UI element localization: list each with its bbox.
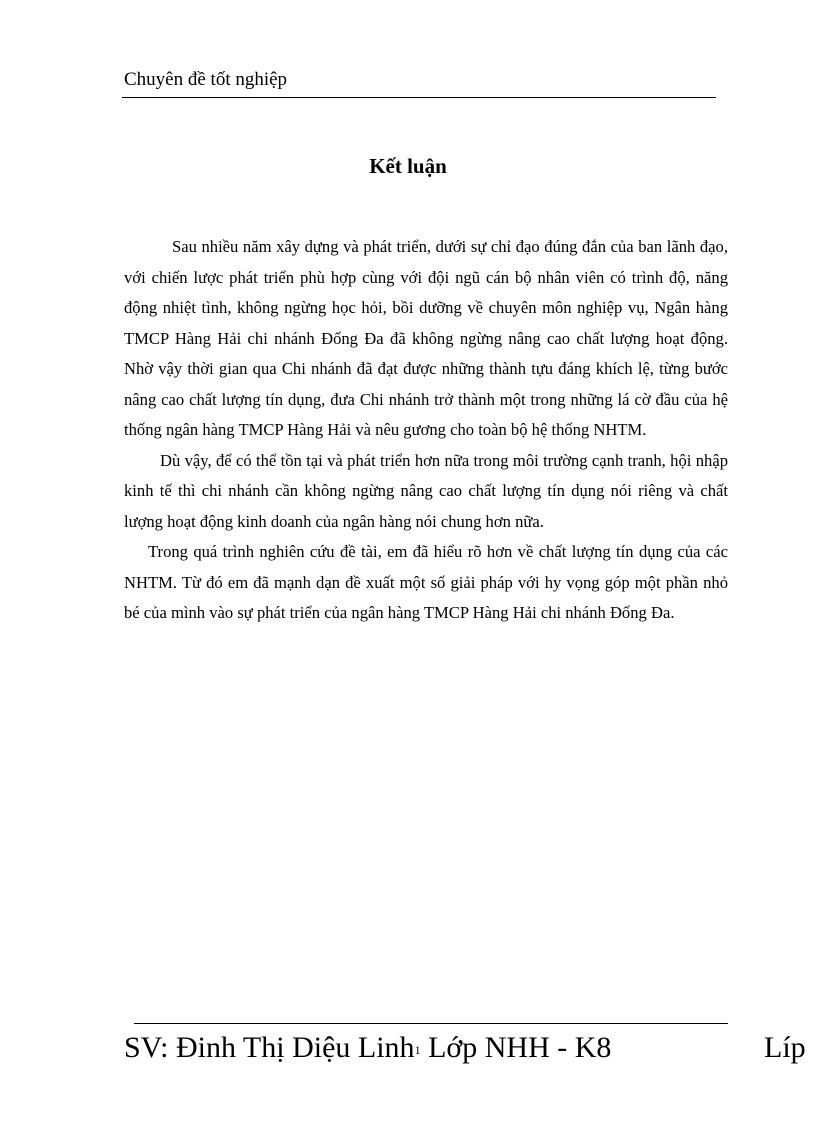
- running-header: Chuyên đề tốt nghiệp: [124, 69, 288, 90]
- page-number: 1: [414, 1043, 421, 1057]
- footer-class: Lớp NHH - K8: [428, 1031, 612, 1064]
- page-title: Kết luận: [369, 154, 447, 178]
- header-divider: [122, 97, 716, 98]
- footer-student-info: [124, 1028, 611, 1068]
- document-body: [124, 232, 728, 629]
- footer-right-text: Líp: [764, 1031, 806, 1064]
- paragraph-3: Trong quá trình nghiên cứu đề tài, em đã hiểu rõ hơn về chất lượng tín dụng của các NHTM. Từ đó em đã mạnh dạn đề xuất một số giải pháp với hy vọng góp một phần nhỏ bé của mình vào sự phát triển của ngân hàng TMCP Hàng Hải chi nhánh Đống Đa.: [124, 542, 728, 622]
- footer-divider: [134, 1023, 728, 1024]
- footer-student-name: SV: Đinh Thị Diệu Linh: [124, 1031, 415, 1064]
- paragraph-1: Sau nhiều năm xây dựng và phát triển, dưới sự chỉ đạo đúng đắn của ban lãnh đạo, với chiến lược phát triển phù hợp cùng với đội ngũ cán bộ nhân viên có trình độ, năng động nhiệt tình, không ngừng học hỏi, bồi dưỡng về chuyên môn nghiệp vụ, Ngân hàng TMCP Hàng Hải chi nhánh Đống Đa đã không ngừng nâng cao chất lượng hoạt động. Nhờ vậy thời gian qua Chi nhánh đã đạt được những thành tựu đáng khích lệ, từng bước nâng cao chất lượng tín dụng, đưa Chi nhánh trở thành một trong những lá cờ đầu của hệ thống ngân hàng TMCP Hàng Hải và nêu gương cho toàn bộ hệ thống NHTM.: [124, 237, 728, 439]
- paragraph-2: Dù vậy, để có thể tồn tại và phát triển hơn nữa trong môi trường cạnh tranh, hội nhập kinh tế thì chi nhánh cần không ngừng nâng cao chất lượng tín dụng nói riêng và chất lượng hoạt động kinh doanh của ngân hàng nói chung hơn nữa.: [124, 450, 728, 531]
